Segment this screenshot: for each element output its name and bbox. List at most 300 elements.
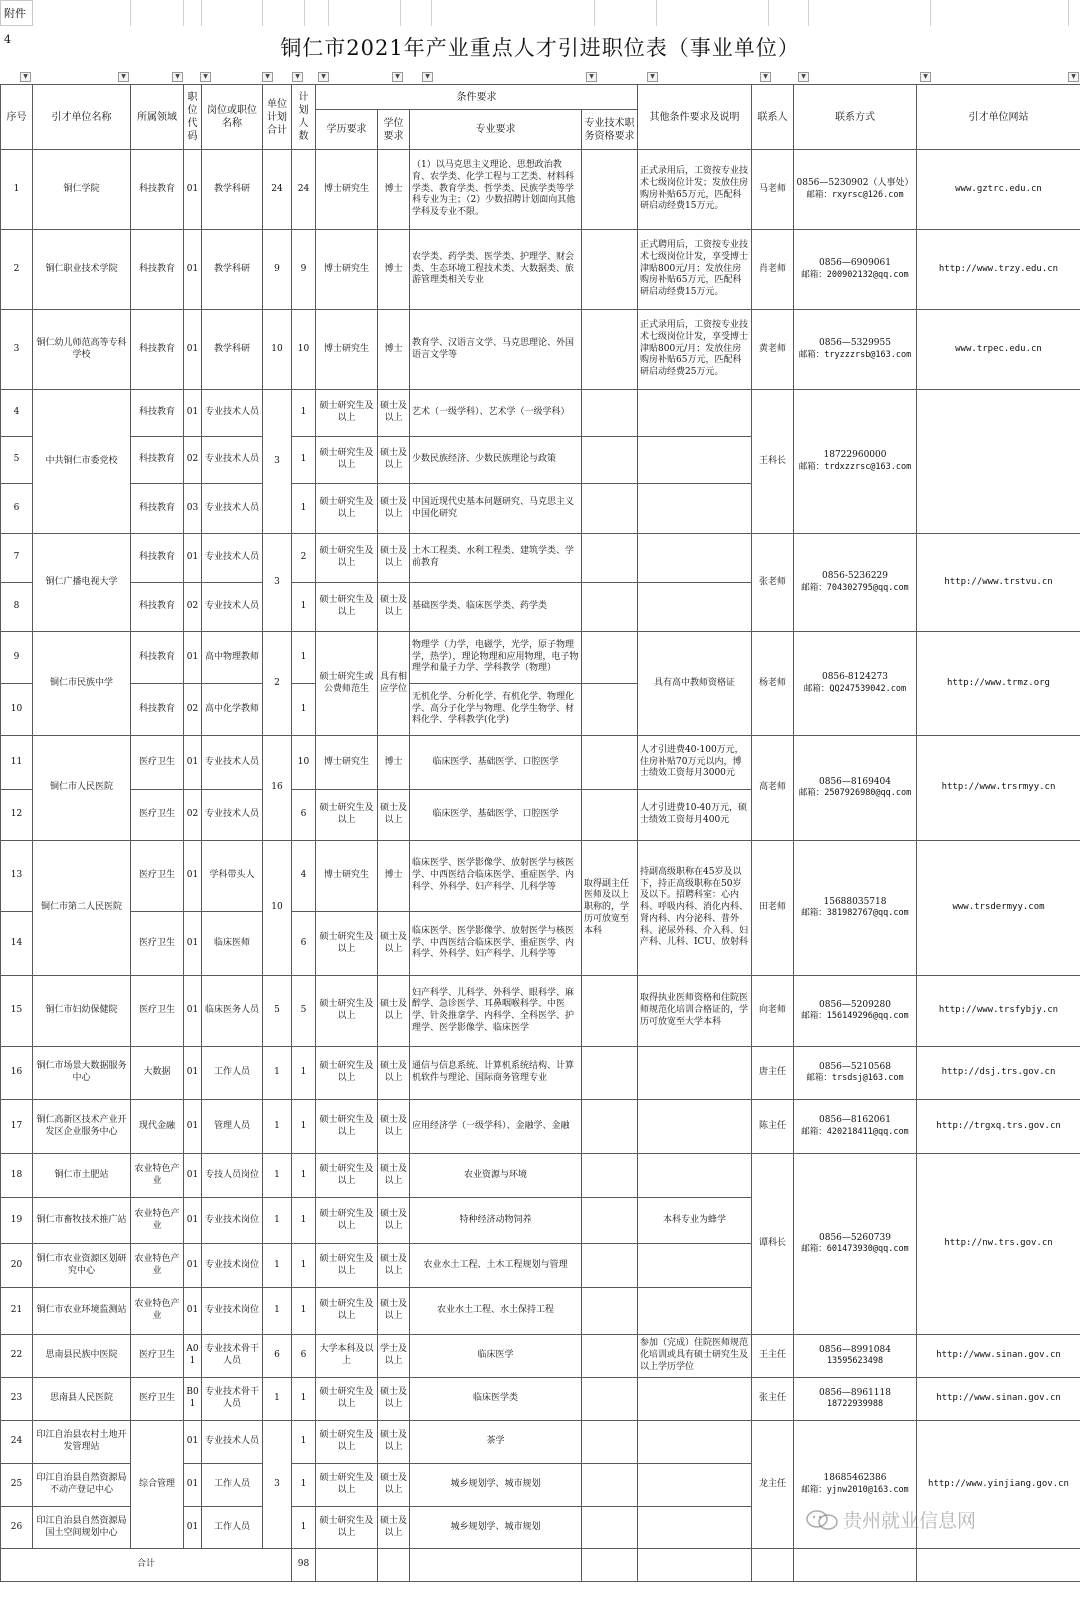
cell-major: 教育学、汉语言文学、马克思理论、外国语言文学等 xyxy=(410,310,582,390)
email-text: 邮箱：tryzzzrsb@163.com xyxy=(798,349,912,360)
cell-major: （1）以马克思主义理论、思想政治教育、农学类、化学工程与工艺类、材料科学类、教育学类、哲学类、民族学类等学科专业为主；（2）少数招聘计划面向其他学科及专业不限。 xyxy=(410,150,582,230)
cell-post: 高中化学教师 xyxy=(202,684,263,736)
cell-field: 医疗卫生 xyxy=(131,976,184,1047)
cell-no: 11 xyxy=(1,736,33,790)
cell-phone xyxy=(794,230,917,310)
cell-post: 临床医务人员 xyxy=(202,976,263,1047)
cell-phone xyxy=(794,1378,917,1421)
cell-plan: 4 xyxy=(292,841,316,912)
email-text: 13595623498 xyxy=(826,1356,884,1367)
cell-other xyxy=(638,1100,752,1154)
cell-plan: 1 xyxy=(292,583,316,632)
cell-unit-total: 10 xyxy=(263,841,292,976)
cell-field: 科技教育 xyxy=(131,310,184,390)
cell-degree: 硕士及以上 xyxy=(378,790,410,841)
cell-qual xyxy=(582,150,638,230)
cell-other: 人才引进费40-100万元，住房补贴70万元以内，博士绩效工资每月3000元 xyxy=(638,736,752,790)
table-row xyxy=(1,1421,1080,1464)
cell-unit: 铜仁市民族中学 xyxy=(33,632,131,736)
cell-qual xyxy=(582,583,638,632)
cell-other: 正式录用后，工资按专业技术七级岗位计发，享受博士津贴800元/月；发放住房购房补贴65万元，匹配科研启动经费25万元。 xyxy=(638,310,752,390)
cell-plan: 10 xyxy=(292,736,316,790)
cell-plan: 1 xyxy=(292,1288,316,1335)
filter-dropdown-icon[interactable]: ▼ xyxy=(586,72,597,82)
cell-site[interactable]: http://nw.trs.gov.cn xyxy=(917,1154,1080,1335)
cell-unit-total: 1 xyxy=(263,1378,292,1421)
cell-code: 01 xyxy=(184,1421,202,1464)
cell-major: 通信与信息系统、计算机系统结构、计算机软件与理论、国际商务管理专业 xyxy=(410,1047,582,1100)
cell-unit: 铜仁市农业环境监测站 xyxy=(33,1288,131,1335)
filter-dropdown-icon[interactable]: ▼ xyxy=(118,72,129,82)
cell-degree: 具有相应学位 xyxy=(378,632,410,736)
filter-dropdown-icon[interactable]: ▼ xyxy=(292,72,303,82)
phone-text: 0856—8961118 xyxy=(819,1387,891,1398)
phone-text: 18722960000 xyxy=(823,450,887,461)
cell-phone xyxy=(794,310,917,390)
email-text: 邮箱：601473930@qq.com xyxy=(801,1244,909,1255)
cell-other: 具有高中教师资格证 xyxy=(638,632,752,736)
cell-site[interactable]: http://www.yinjiang.gov.cn xyxy=(917,1421,1080,1549)
cell-edu: 博士研究生 xyxy=(316,230,378,310)
phone-text: 0856-5236229 xyxy=(821,571,889,582)
cell-other: 取得执业医师资格和住院医师规范化培训合格证的，学历可放宽至大学本科 xyxy=(638,976,752,1047)
cell-degree: 硕士及以上 xyxy=(378,390,410,437)
cell-no: 24 xyxy=(1,1421,33,1464)
cell-post: 工作人员 xyxy=(202,1507,263,1549)
cell-post: 专业技术人员 xyxy=(202,583,263,632)
cell-code: B01 xyxy=(184,1378,202,1421)
cell-phone xyxy=(794,736,917,841)
cell-site[interactable]: http://www.sinan.gov.cn xyxy=(917,1335,1080,1378)
cell-post: 专技人员岗位 xyxy=(202,1154,263,1198)
cell-phone xyxy=(794,841,917,976)
cell-edu: 博士研究生 xyxy=(316,310,378,390)
email-text: 18722939988 xyxy=(826,1399,884,1410)
cell-no: 5 xyxy=(1,437,33,484)
cell-no: 10 xyxy=(1,684,33,736)
cell-other xyxy=(638,1047,752,1100)
cell-other xyxy=(638,1378,752,1421)
cell-field: 科技教育 xyxy=(131,150,184,230)
cell-degree: 硕士及以上 xyxy=(378,912,410,976)
filter-dropdown-icon[interactable]: ▼ xyxy=(262,72,273,82)
cell-other xyxy=(638,1507,752,1549)
cell-unit: 铜仁职业技术学院 xyxy=(33,230,131,310)
cell-code: 02 xyxy=(184,790,202,841)
cell-degree: 硕士及以上 xyxy=(378,437,410,484)
header-site: 引才单位网站 xyxy=(917,85,1080,150)
filter-dropdown-icon[interactable]: ▼ xyxy=(760,72,771,82)
cell-degree: 硕士及以上 xyxy=(378,1198,410,1244)
cell-field: 科技教育 xyxy=(131,583,184,632)
cell-edu: 硕士研究生及以上 xyxy=(316,1100,378,1154)
cell-site[interactable]: http://dsj.trs.gov.cn xyxy=(917,1047,1080,1100)
phone-text: 0856—6909061 xyxy=(819,258,891,269)
cell-field: 农业特色产业 xyxy=(131,1198,184,1244)
cell-qual xyxy=(582,684,638,736)
cell-code: 01 xyxy=(184,1244,202,1288)
cell-plan: 1 xyxy=(292,1244,316,1288)
cell-other: 正式录用后，工资按专业技术七级岗位计发；发放住房购房补贴65万元，匹配科研启动经费15万元。 xyxy=(638,150,752,230)
cell-unit: 铜仁幼儿师范高等专科学校 xyxy=(33,310,131,390)
cell-code: 01 xyxy=(184,736,202,790)
filter-dropdown-icon[interactable]: ▼ xyxy=(318,72,329,82)
email-text: 邮箱：381982767@qq.com xyxy=(801,908,909,919)
cell-degree: 硕士及以上 xyxy=(378,1288,410,1335)
cell-site[interactable]: http://www.trsfybjy.cn xyxy=(917,976,1080,1047)
cell-qual xyxy=(582,1244,638,1288)
table-row xyxy=(1,1047,1080,1100)
phone-text: 0856—5209280 xyxy=(819,999,891,1010)
table-row xyxy=(1,230,1080,310)
phone-text: 0856—8169404 xyxy=(819,776,891,787)
cell-unit-total: 1 xyxy=(263,1154,292,1198)
cell-degree: 博士 xyxy=(378,841,410,912)
cell-unit-total: 24 xyxy=(263,150,292,230)
cell-contact: 向老师 xyxy=(752,976,794,1047)
cell-major: 临床医学类 xyxy=(410,1378,582,1421)
cell-qual xyxy=(582,534,638,583)
cell-other xyxy=(638,1421,752,1464)
cell-plan: 1 xyxy=(292,437,316,484)
header-conditions: 条件要求 xyxy=(316,85,638,110)
cell-other xyxy=(638,484,752,534)
cell-plan: 6 xyxy=(292,912,316,976)
cell-unit: 印江自治县自然资源局国土空间规划中心 xyxy=(33,1507,131,1549)
cell-field: 医疗卫生 xyxy=(131,841,184,912)
header-major: 专业要求 xyxy=(410,110,582,150)
cell-no: 4 xyxy=(1,390,33,437)
email-text: 邮箱：420218411@qq.com xyxy=(801,1126,909,1137)
cell-no: 23 xyxy=(1,1378,33,1421)
cell-degree: 硕士及以上 xyxy=(378,534,410,583)
cell-field: 医疗卫生 xyxy=(131,912,184,976)
cell-site[interactable]: http://www.trzy.edu.cn xyxy=(917,230,1080,310)
cell-qual xyxy=(582,976,638,1047)
cell-degree: 硕士及以上 xyxy=(378,1421,410,1464)
cell-plan: 24 xyxy=(292,150,316,230)
cell-code: 01 xyxy=(184,150,202,230)
email-text: 邮箱：704302795@qq.com xyxy=(801,582,909,593)
table-row xyxy=(1,310,1080,390)
cell-no: 14 xyxy=(1,912,33,976)
cell-code: 01 xyxy=(184,632,202,684)
cell-major: 临床医学、医学影像学、放射医学与核医学、中西医结合临床医学、重症医学、内科学、外科学、妇产科学、儿科学等 xyxy=(410,912,582,976)
cell-post: 专业技术人员 xyxy=(202,484,263,534)
cell-contact: 王主任 xyxy=(752,1335,794,1378)
cell-code: 01 xyxy=(184,1198,202,1244)
cell-degree: 硕士及以上 xyxy=(378,583,410,632)
filter-dropdown-icon[interactable]: ▼ xyxy=(1068,72,1079,82)
cell-code: 01 xyxy=(184,1047,202,1100)
cell-no: 8 xyxy=(1,583,33,632)
cell-edu: 硕士研究生或公费师范生 xyxy=(316,632,378,736)
email-text: 邮箱：rxyrsc@126.com xyxy=(806,189,904,200)
cell-no: 25 xyxy=(1,1464,33,1507)
table-row xyxy=(1,736,1080,790)
cell-contact: 谭科长 xyxy=(752,1154,794,1335)
cell-edu: 博士研究生 xyxy=(316,150,378,230)
cell-qual xyxy=(582,1100,638,1154)
cell-post: 专业技术岗位 xyxy=(202,1288,263,1335)
cell-plan: 2 xyxy=(292,534,316,583)
cell-contact: 龙主任 xyxy=(752,1421,794,1549)
cell-no: 2 xyxy=(1,230,33,310)
cell-unit-total: 3 xyxy=(263,1421,292,1549)
cell-field: 医疗卫生 xyxy=(131,1378,184,1421)
cell-other xyxy=(638,534,752,583)
cell-plan: 9 xyxy=(292,230,316,310)
cell-qual xyxy=(582,230,638,310)
cell-post: 专业技术人员 xyxy=(202,534,263,583)
phone-text: 0856-8124273 xyxy=(821,672,889,683)
cell-code: 01 xyxy=(184,841,202,912)
cell-code: 01 xyxy=(184,1100,202,1154)
cell-contact: 田老师 xyxy=(752,841,794,976)
cell-plan: 1 xyxy=(292,684,316,736)
cell-qual xyxy=(582,1335,638,1378)
filter-dropdown-icon[interactable]: ▼ xyxy=(172,72,183,82)
cell-post: 专业技术岗位 xyxy=(202,1198,263,1244)
email-text: 邮箱：yjnw2010@163.com xyxy=(801,1484,909,1495)
filter-dropdown-icon[interactable]: ▼ xyxy=(200,72,211,82)
cell-degree: 博士 xyxy=(378,310,410,390)
page-title: 铜仁市2021年产业重点人才引进职位表（事业单位） xyxy=(280,36,800,60)
cell-plan: 6 xyxy=(292,790,316,841)
cell-degree: 硕士及以上 xyxy=(378,1507,410,1549)
cell-code: 01 xyxy=(184,976,202,1047)
cell-major: 城乡规划学、城市规划 xyxy=(410,1507,582,1549)
cell-qual xyxy=(582,632,638,684)
header-qual: 专业技术职务资格要求 xyxy=(582,110,638,150)
cell-no: 18 xyxy=(1,1154,33,1198)
cell-post: 教学科研 xyxy=(202,230,263,310)
cell-field: 农业特色产业 xyxy=(131,1244,184,1288)
cell-phone xyxy=(794,390,917,534)
table-row xyxy=(1,976,1080,1047)
cell-qual xyxy=(582,1421,638,1464)
cell-edu: 硕士研究生及以上 xyxy=(316,1288,378,1335)
cell-field: 科技教育 xyxy=(131,390,184,437)
cell-code: 01 xyxy=(184,912,202,976)
cell-major: 物理学（力学，电磁学，光学，原子物理学，热学），理论物理和应用物理，电子物理学和量子力学、学科教学（物理） xyxy=(410,632,582,684)
header-contact: 联系人 xyxy=(752,85,794,150)
cell-site[interactable]: www.trpec.edu.cn xyxy=(917,310,1080,390)
cell-field: 医疗卫生 xyxy=(131,1335,184,1378)
cell-edu: 硕士研究生及以上 xyxy=(316,976,378,1047)
email-text: 邮箱：QQ247539042.com xyxy=(803,683,907,694)
cell-degree: 硕士及以上 xyxy=(378,1378,410,1421)
cell-contact: 王科长 xyxy=(752,390,794,534)
cell-site[interactable]: http://www.trmz.org xyxy=(917,632,1080,736)
cell-phone xyxy=(794,632,917,736)
filter-dropdown-icon[interactable]: ▼ xyxy=(798,72,809,82)
cell-major: 基础医学类、临床医学类、药学类 xyxy=(410,583,582,632)
cell-major: 少数民族经济、少数民族理论与政策 xyxy=(410,437,582,484)
cell-major: 特种经济动物饲养 xyxy=(410,1198,582,1244)
cell-post: 专业技术人员 xyxy=(202,736,263,790)
cell-no: 9 xyxy=(1,632,33,684)
watermark xyxy=(805,1506,976,1533)
header-edu: 学历要求 xyxy=(316,110,378,150)
email-text: 邮箱：200902132@qq.com xyxy=(801,269,909,280)
cell-plan: 1 xyxy=(292,1464,316,1507)
positions-table xyxy=(0,84,1080,1582)
cell-other xyxy=(638,583,752,632)
filter-dropdown-icon[interactable]: ▼ xyxy=(920,72,931,82)
cell-major: 临床医学、基础医学、口腔医学 xyxy=(410,790,582,841)
cell-phone xyxy=(794,150,917,230)
cell-edu: 博士研究生 xyxy=(316,841,378,912)
cell-field: 现代金融 xyxy=(131,1100,184,1154)
cell-unit: 铜仁市农业资源区划研究中心 xyxy=(33,1244,131,1288)
phone-text: 0856—5329955 xyxy=(819,338,891,349)
cell-phone xyxy=(794,1335,917,1378)
cell-post: 专业技术骨干人员 xyxy=(202,1335,263,1378)
cell-post: 教学科研 xyxy=(202,150,263,230)
header-phone: 联系方式 xyxy=(794,85,917,150)
cell-field: 综合管理 xyxy=(131,1421,184,1549)
cell-code: 01 xyxy=(184,1288,202,1335)
cell-major: 艺术（一级学科）、艺术学（一级学科） xyxy=(410,390,582,437)
cell-post: 专业技术人员 xyxy=(202,790,263,841)
cell-phone xyxy=(794,1100,917,1154)
cell-unit-total: 3 xyxy=(263,534,292,632)
cell-plan: 1 xyxy=(292,1378,316,1421)
cell-degree: 博士 xyxy=(378,736,410,790)
cell-field: 农业特色产业 xyxy=(131,1154,184,1198)
cell-unit-total: 5 xyxy=(263,976,292,1047)
cell-phone xyxy=(794,976,917,1047)
cell-phone xyxy=(794,534,917,632)
cell-plan: 1 xyxy=(292,1421,316,1464)
cell-unit-total: 1 xyxy=(263,1244,292,1288)
cell-major: 无机化学、分析化学、有机化学、物理化学、高分子化学与物理、化学生物学、材料化学、学科教学(化学) xyxy=(410,684,582,736)
cell-unit: 铜仁市第二人民医院 xyxy=(33,841,131,976)
cell-code: 01 xyxy=(184,310,202,390)
cell-code: 01 xyxy=(184,534,202,583)
cell-edu: 硕士研究生及以上 xyxy=(316,1244,378,1288)
cell-field: 大数据 xyxy=(131,1047,184,1100)
cell-qual: 取得副主任医师及以上职称的，学历可放宽至本科 xyxy=(582,841,638,976)
cell-phone xyxy=(794,1047,917,1100)
cell-plan: 1 xyxy=(292,1100,316,1154)
table-row xyxy=(1,632,1080,684)
cell-edu: 硕士研究生及以上 xyxy=(316,912,378,976)
cell-other xyxy=(638,390,752,437)
cell-post: 管理人员 xyxy=(202,1100,263,1154)
cell-edu: 硕士研究生及以上 xyxy=(316,534,378,583)
total-row xyxy=(1,1549,1080,1582)
cell-major: 农业资源与环境 xyxy=(410,1154,582,1198)
cell-qual xyxy=(582,1288,638,1335)
cell-code: 02 xyxy=(184,684,202,736)
header-post: 岗位或职位名称 xyxy=(202,85,263,150)
cell-no: 16 xyxy=(1,1047,33,1100)
cell-plan: 1 xyxy=(292,1047,316,1100)
cell-contact: 肖老师 xyxy=(752,230,794,310)
cell-unit-total: 2 xyxy=(263,632,292,736)
cell-qual xyxy=(582,1154,638,1198)
cell-unit: 铜仁学院 xyxy=(33,150,131,230)
cell-qual xyxy=(582,390,638,437)
filter-dropdown-icon[interactable]: ▼ xyxy=(647,72,658,82)
table-row xyxy=(1,1154,1080,1198)
filter-dropdown-icon[interactable]: ▼ xyxy=(20,72,31,82)
cell-other: 本科专业为蜂学 xyxy=(638,1198,752,1244)
header-other: 其他条件要求及说明 xyxy=(638,85,752,150)
cell-qual xyxy=(582,1198,638,1244)
cell-no: 17 xyxy=(1,1100,33,1154)
header-code: 职位代码 xyxy=(184,85,202,150)
cell-degree: 硕士及以上 xyxy=(378,1154,410,1198)
cell-post: 学科带头人 xyxy=(202,841,263,912)
cell-edu: 硕士研究生及以上 xyxy=(316,390,378,437)
cell-major: 临床医学、医学影像学、放射医学与核医学、中西医结合临床医学、重症医学、内科学、外科学、妇产科学、儿科学等 xyxy=(410,841,582,912)
table-row xyxy=(1,1100,1080,1154)
cell-plan: 6 xyxy=(292,1335,316,1378)
phone-text: 0856—5230902（人事处） xyxy=(796,178,914,189)
cell-site[interactable]: www.trsdermyy.com xyxy=(917,841,1080,976)
filter-dropdown-icon[interactable]: ▼ xyxy=(392,72,403,82)
cell-site[interactable]: http://www.trstvu.cn xyxy=(917,534,1080,632)
cell-other xyxy=(638,1244,752,1288)
phone-text: 0856—8991084 xyxy=(819,1344,891,1355)
cell-unit: 印江自治县自然资源局不动产登记中心 xyxy=(33,1464,131,1507)
table-row xyxy=(1,534,1080,583)
cell-site[interactable]: http://www.trsrmyy.cn xyxy=(917,736,1080,841)
cell-major: 茶学 xyxy=(410,1421,582,1464)
cell-degree: 硕士及以上 xyxy=(378,976,410,1047)
total-label: 合计 xyxy=(1,1549,292,1582)
cell-post: 专业技术人员 xyxy=(202,1421,263,1464)
cell-edu: 硕士研究生及以上 xyxy=(316,484,378,534)
email-text: 邮箱：2507926980@qq.com xyxy=(798,788,912,799)
cell-edu: 硕士研究生及以上 xyxy=(316,1464,378,1507)
cell-degree: 博士 xyxy=(378,230,410,310)
cell-degree: 博士 xyxy=(378,150,410,230)
table-row xyxy=(1,841,1080,912)
phone-text: 0856—5210568 xyxy=(819,1061,891,1072)
cell-code: 01 xyxy=(184,230,202,310)
wechat-icon xyxy=(805,1509,839,1531)
cell-site[interactable]: http://trgxq.trs.gov.cn xyxy=(917,1100,1080,1154)
filter-dropdown-icon[interactable]: ▼ xyxy=(422,72,433,82)
cell-major: 中国近现代史基本问题研究、马克思主义中国化研究 xyxy=(410,484,582,534)
cell-field: 科技教育 xyxy=(131,484,184,534)
cell-major: 农业水土工程、水土保持工程 xyxy=(410,1288,582,1335)
cell-contact: 杨老师 xyxy=(752,632,794,736)
cell-contact: 张主任 xyxy=(752,1378,794,1421)
table-row xyxy=(1,1378,1080,1421)
cell-field: 科技教育 xyxy=(131,632,184,684)
cell-site[interactable]: www.gztrc.edu.cn xyxy=(917,150,1080,230)
cell-unit: 铜仁市妇幼保健院 xyxy=(33,976,131,1047)
cell-qual xyxy=(582,310,638,390)
cell-unit-total: 3 xyxy=(263,390,292,534)
cell-no: 3 xyxy=(1,310,33,390)
cell-edu: 硕士研究生及以上 xyxy=(316,1421,378,1464)
header-unit: 引才单位名称 xyxy=(33,85,131,150)
cell-unit-total: 1 xyxy=(263,1288,292,1335)
cell-post: 专业技术人员 xyxy=(202,437,263,484)
cell-site[interactable]: http://www.sinan.gov.cn xyxy=(917,1378,1080,1421)
cell-post: 临床医师 xyxy=(202,912,263,976)
cell-major: 农业水土工程、土木工程规划与管理 xyxy=(410,1244,582,1288)
cell-code: A01 xyxy=(184,1335,202,1378)
header-field: 所属领域 xyxy=(131,85,184,150)
cell-no: 13 xyxy=(1,841,33,912)
